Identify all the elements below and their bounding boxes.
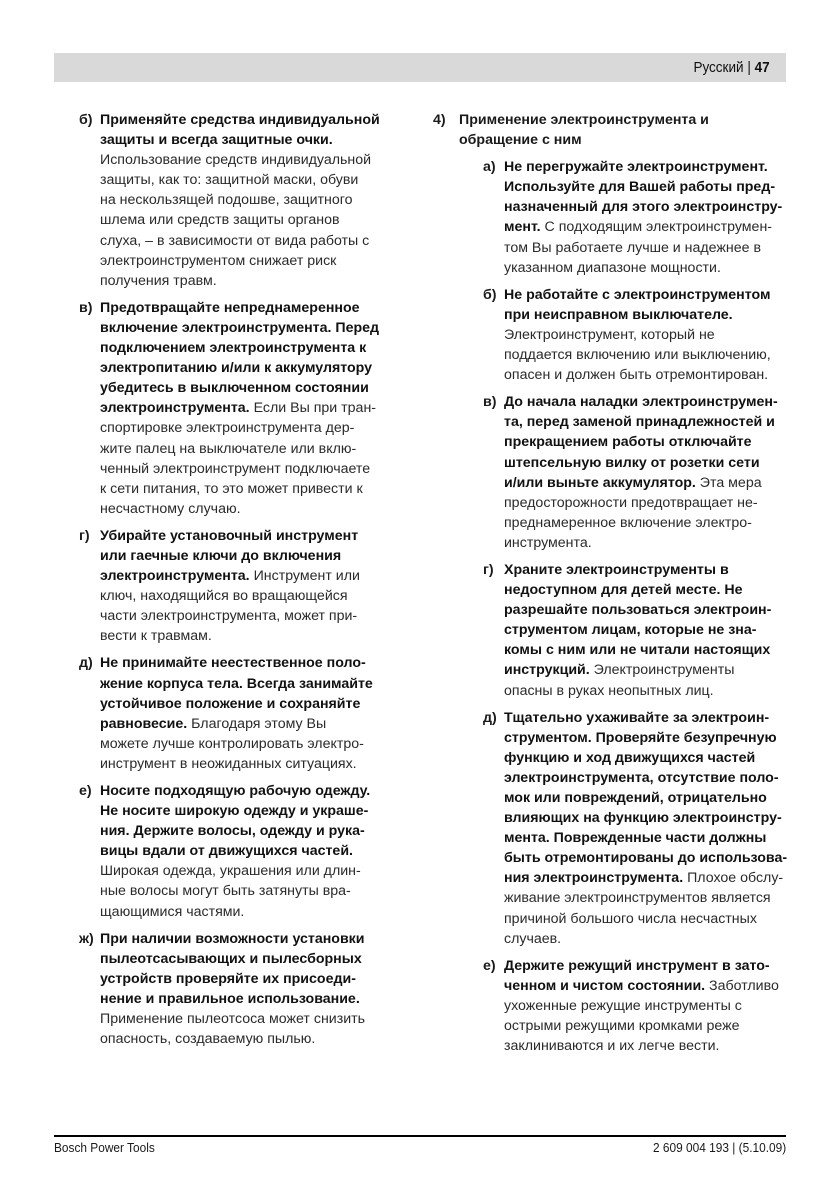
- item-bold-line: ния. Держите волосы, одежду и рука-: [100, 823, 365, 840]
- item-normal-line: электроинструментом снижает риск: [100, 252, 337, 269]
- instruction-item: [483, 956, 791, 1056]
- item-bold-line: электропитанию и/или к аккумулятору: [100, 360, 373, 377]
- item-normal-fragment: Электроинструменты: [589, 662, 735, 679]
- item-normal-line: инструмента.: [504, 534, 592, 551]
- item-bold-line: включение электроинструмента. Перед: [100, 319, 380, 336]
- item-normal-line: части электроинструмента, может при-: [100, 608, 358, 625]
- item-bold-line: разрешайте пользоваться электроин-: [504, 602, 772, 619]
- item-bold-line: защиты и всегда защитные очки.: [100, 132, 333, 149]
- item-mixed-line: [504, 473, 791, 493]
- item-bold-fragment: мент.: [504, 219, 541, 236]
- item-bold-line: До начала наладки электроинструмен-: [504, 394, 778, 411]
- item-bold-line: мента. Поврежденные части должны: [504, 830, 767, 847]
- item-normal-line: преднамеренное включение электро-: [504, 514, 752, 531]
- item-bold-line: комы с ним или не читали настоящих: [504, 642, 771, 659]
- item-bold-line: влияющих на функцию электроинстру-: [504, 810, 782, 827]
- item-normal-line: ключ, находящийся во вращающейся: [100, 588, 348, 605]
- item-bold-line: прекращением работы отключайте: [504, 434, 752, 451]
- item-label: г): [483, 561, 494, 578]
- header-separator: |: [743, 59, 755, 76]
- instruction-item: [483, 560, 791, 701]
- item-normal-line: Широкая одежда, украшения или длин-: [100, 863, 361, 880]
- item-mixed-line: [100, 566, 414, 586]
- item-bold-line: Не носите широкую одежду и украше-: [100, 803, 369, 820]
- item-bold-line: мок или повреждений, отрицательно: [504, 790, 767, 806]
- item-normal-line: опасны в руках неопытных лиц.: [504, 682, 714, 699]
- item-normal-line: случаев.: [504, 930, 562, 947]
- instruction-item: [79, 110, 414, 291]
- item-normal-line: заклиниваются и их легче вести.: [504, 1038, 720, 1055]
- page-number: 47: [754, 59, 770, 76]
- instruction-item: [483, 157, 791, 278]
- item-normal-fragment: Плохое обслу-: [683, 870, 784, 887]
- header-language: Русский: [693, 59, 744, 76]
- item-label: ж): [79, 930, 94, 947]
- section-title-line: Применение электроинструмента и: [459, 112, 709, 128]
- instruction-item: [79, 526, 414, 647]
- item-normal-line: опасен и должен быть отремонтирован.: [504, 367, 769, 384]
- item-label: б): [483, 286, 497, 303]
- item-normal-line: ные волосы могут быть затянуты вра-: [100, 883, 351, 900]
- item-bold-line: струментом. Проверяйте безупречную: [504, 729, 777, 746]
- instruction-item: [483, 708, 791, 949]
- page-header-bar: [54, 53, 786, 82]
- item-mixed-line: [100, 398, 414, 418]
- item-normal-line: ухоженные режущие инструменты с: [504, 997, 742, 1014]
- item-bold-line: вицы вдали от движущихся частей.: [100, 843, 353, 860]
- item-bold-line: устройств проверяйте их присоеди-: [100, 970, 356, 987]
- item-normal-line: предосторожности предотвращает не-: [504, 494, 758, 511]
- item-bold-line: Убирайте установочный инструмент: [100, 527, 359, 544]
- item-normal-line: несчастному случаю.: [100, 500, 241, 517]
- item-bold-line: назначенный для этого электроинстру-: [504, 199, 783, 216]
- item-normal-line: спортировке электроинструмента дер-: [100, 420, 355, 437]
- item-normal-line: причиной большого числа несчастных: [504, 910, 757, 927]
- instruction-item: [483, 392, 791, 553]
- section-4-items: [459, 157, 791, 1056]
- item-label: д): [79, 655, 93, 672]
- item-bold-line: Храните электроинструменты в: [504, 561, 729, 578]
- item-normal-line: острыми режущими кромками реже: [504, 1018, 740, 1035]
- item-label: а): [483, 159, 496, 176]
- item-mixed-line: [504, 217, 791, 237]
- item-normal-line: Применение пылеотсоса может снизить: [100, 1011, 366, 1028]
- item-bold-line: та, перед заменой принадлежностей и: [504, 414, 775, 431]
- item-normal-fragment: Эта мера: [695, 474, 762, 491]
- item-bold-line: Не перегружайте электроинструмент.: [504, 159, 768, 176]
- footer-publisher: Bosch Power Tools: [54, 1141, 155, 1155]
- item-normal-line: Электроинструмент, который не: [504, 326, 715, 343]
- item-bold-line: При наличии возможности установки: [100, 930, 365, 947]
- item-mixed-line: [504, 976, 791, 996]
- left-column: [79, 110, 414, 1056]
- item-normal-line: можете лучше контролировать электро-: [100, 735, 364, 752]
- item-bold-line: штепсельную вилку от розетки сети: [504, 454, 760, 471]
- right-column: [433, 110, 791, 1063]
- item-normal-fragment: Инструмент или: [249, 568, 360, 585]
- instruction-item: [79, 929, 414, 1050]
- item-bold-fragment: инструкций.: [504, 662, 590, 679]
- item-normal-line: щающимися частями.: [100, 903, 245, 920]
- item-bold-line: недоступном для детей месте. Не: [504, 582, 743, 599]
- item-label: е): [483, 957, 496, 974]
- item-normal-line: слуха, – в зависимости от вида работы с: [100, 232, 370, 249]
- section-title-line: обращение с ним: [459, 132, 582, 149]
- instruction-item: [483, 285, 791, 385]
- item-bold-line: Предотвращайте непреднамеренное: [100, 299, 360, 316]
- item-bold-fragment: равновесие.: [100, 715, 188, 732]
- item-normal-line: указанном диапазоне мощности.: [504, 259, 721, 276]
- item-label: е): [79, 783, 92, 799]
- item-normal-fragment: Если Вы при тран-: [249, 400, 377, 417]
- item-bold-fragment: электроинструмента.: [100, 400, 250, 417]
- item-normal-line: жите палец на выключателе или вклю-: [100, 440, 357, 457]
- item-bold-line: электроинструмента, отсутствие поло-: [504, 769, 779, 786]
- item-bold-line: при неисправном выключателе.: [504, 306, 733, 323]
- item-bold-line: Применяйте средства индивидуальной: [100, 112, 380, 128]
- item-mixed-line: [504, 868, 791, 888]
- item-bold-line: нение и правильное использование.: [100, 990, 360, 1007]
- item-bold-line: жение корпуса тела. Всегда занимайте: [100, 675, 373, 692]
- item-bold-line: струментом лицам, которые не зна-: [504, 622, 757, 639]
- item-bold-line: устойчивое положение и сохраняйте: [100, 695, 361, 712]
- item-bold-fragment: и/или выньте аккумулятор.: [504, 474, 696, 491]
- item-bold-line: функцию и ход движущихся частей: [504, 749, 756, 766]
- instruction-item: [79, 781, 414, 922]
- section-label: 4): [433, 112, 446, 128]
- item-bold-fragment: электроинструмента.: [100, 568, 250, 585]
- footer-doc-ref: 2 609 004 193 | (5.10.09): [652, 1141, 786, 1155]
- item-bold-fragment: ния электроинструмента.: [504, 870, 684, 887]
- item-normal-fragment: С подходящим электроинструмен-: [540, 219, 773, 236]
- item-label: в): [483, 394, 497, 411]
- item-bold-line: убедитесь в выключенном состоянии: [100, 380, 369, 397]
- item-normal-line: том Вы работаете лучше и надежнее в: [504, 239, 761, 256]
- instruction-item: [79, 653, 414, 774]
- item-bold-line: Носите подходящую рабочую одежду.: [100, 783, 371, 799]
- footer-rule: [54, 1135, 786, 1137]
- item-normal-line: Использование средств индивидуальной: [100, 152, 372, 169]
- item-normal-line: ченный электроинструмент подключаете: [100, 460, 371, 477]
- item-normal-fragment: Благодаря этому Вы: [187, 715, 327, 732]
- page-header-text: [694, 59, 770, 76]
- item-normal-line: защиты, как то: защитной маски, обуви: [100, 172, 359, 189]
- item-bold-line: быть отремонтированы до использова-: [504, 850, 788, 867]
- item-label: б): [79, 112, 93, 128]
- item-normal-line: вести к травмам.: [100, 628, 212, 645]
- item-mixed-line: [504, 660, 791, 680]
- item-normal-line: инструмент в неожиданных ситуациях.: [100, 755, 357, 772]
- item-bold-line: пылеотсасывающих и пылесборных: [100, 950, 362, 967]
- item-label: в): [79, 299, 93, 316]
- item-normal-line: шлема или средств защиты органов: [100, 212, 340, 229]
- section-4-heading: [433, 110, 791, 150]
- item-bold-line: Не работайте с электроинструментом: [504, 286, 771, 303]
- item-bold-line: Не принимайте неестественное поло-: [100, 655, 366, 672]
- item-bold-fragment: ченном и чистом состоянии.: [504, 977, 706, 994]
- item-bold-line: Тщательно ухаживайте за электроин-: [504, 709, 770, 726]
- instruction-item: [79, 298, 414, 519]
- item-label: г): [79, 527, 90, 544]
- item-normal-fragment: Заботливо: [705, 977, 779, 994]
- item-normal-line: живание электроинструментов является: [504, 890, 771, 907]
- item-normal-line: получения травм.: [100, 272, 217, 289]
- item-bold-line: или гаечные ключи до включения: [100, 547, 342, 564]
- item-bold-line: Используйте для Вашей работы пред-: [504, 179, 776, 196]
- item-label: д): [483, 709, 497, 726]
- item-normal-line: поддается включению или выключению,: [504, 347, 771, 364]
- item-mixed-line: [100, 714, 414, 734]
- item-normal-line: к сети питания, то это может привести к: [100, 480, 363, 497]
- item-bold-line: Держите режущий инструмент в зато-: [504, 957, 770, 974]
- item-normal-line: на нескользящей подошве, защитного: [100, 192, 353, 209]
- item-bold-line: подключением электроинструмента к: [100, 340, 367, 357]
- item-normal-line: опасность, создаваемую пылью.: [100, 1031, 316, 1048]
